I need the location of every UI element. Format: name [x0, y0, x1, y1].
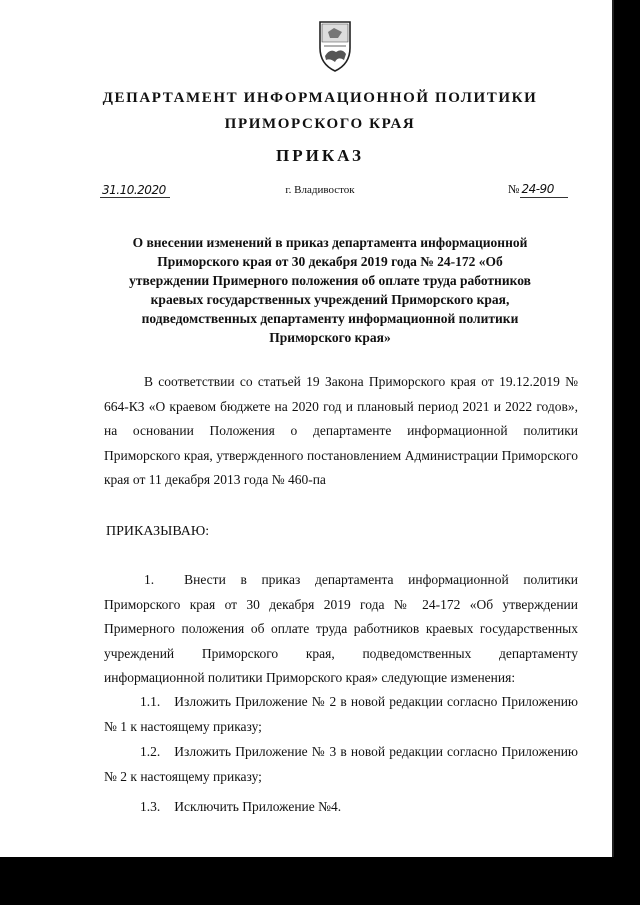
subitem-number: 1.3.: [140, 799, 161, 814]
city-label: г. Владивосток: [285, 184, 355, 196]
scan-border-bottom: [0, 857, 640, 905]
subitem-text: Исключить Приложение №4.: [174, 799, 342, 814]
order-subitem-1-2: [104, 740, 578, 789]
order-number: [508, 182, 554, 197]
order-item-number: 1.: [144, 572, 155, 587]
order-number-value: 24-90: [521, 182, 554, 196]
order-item-1: [104, 568, 578, 691]
number-sign: №: [508, 182, 520, 196]
subitem-text: Изложить Приложение № 3 в новой редакции согласно Приложению № 2 к настоящему приказу;: [104, 744, 578, 784]
department-name-line1: ДЕПАРТАМЕНТ ИНФОРМАЦИОННОЙ ПОЛИТИКИ: [102, 90, 538, 106]
order-subitem-1-3: [104, 795, 578, 820]
subitem-number: 1.1.: [140, 694, 161, 709]
subitem-number: 1.2.: [140, 744, 161, 759]
document-type: ПРИКАЗ: [276, 146, 364, 165]
number-underline: [520, 197, 568, 198]
orders-heading: ПРИКАЗЫВАЮ:: [106, 524, 210, 539]
order-item-text: Внести в приказ департамента информационной политики Приморского края от 30 декабря 2019 года № 24-172 «Об утверждении Примерного положения об оплате труда работников краевых государственных учреждений Приморского края, подведомственных департаменту информационной политики Приморского края» следующие изменения:: [104, 572, 578, 685]
subitem-text: Изложить Приложение № 2 в новой редакции согласно Приложению № 1 к настоящему приказу;: [104, 694, 578, 734]
date-underline: [100, 197, 170, 198]
preamble-paragraph: В соответствии со статьей 19 Закона Приморского края от 19.12.2019 № 664-КЗ «О краевом бюджете на 2020 год и плановый период 2021 и 2022 годов», на основании Положения о департаменте информационной политики Приморского края, утвержденного постановлением Администрации Приморского края от 11 декабря 2013 года № 460-па: [104, 374, 578, 487]
document-title: О внесении изменений в приказ департамента информационной Приморского края от 30 декабря 2019 года № 24-172 «Об утверждении Примерного положения об оплате труда работников краевых государственных учреждений Приморского края, подведомственных департаменту информационной политики Приморского края»: [129, 235, 531, 345]
coat-of-arms-icon: [312, 18, 358, 74]
department-name-line2: ПРИМОРСКОГО КРАЯ: [224, 116, 416, 132]
order-date: 31.10.2020: [102, 183, 166, 197]
order-subitem-1-1: [104, 690, 578, 739]
